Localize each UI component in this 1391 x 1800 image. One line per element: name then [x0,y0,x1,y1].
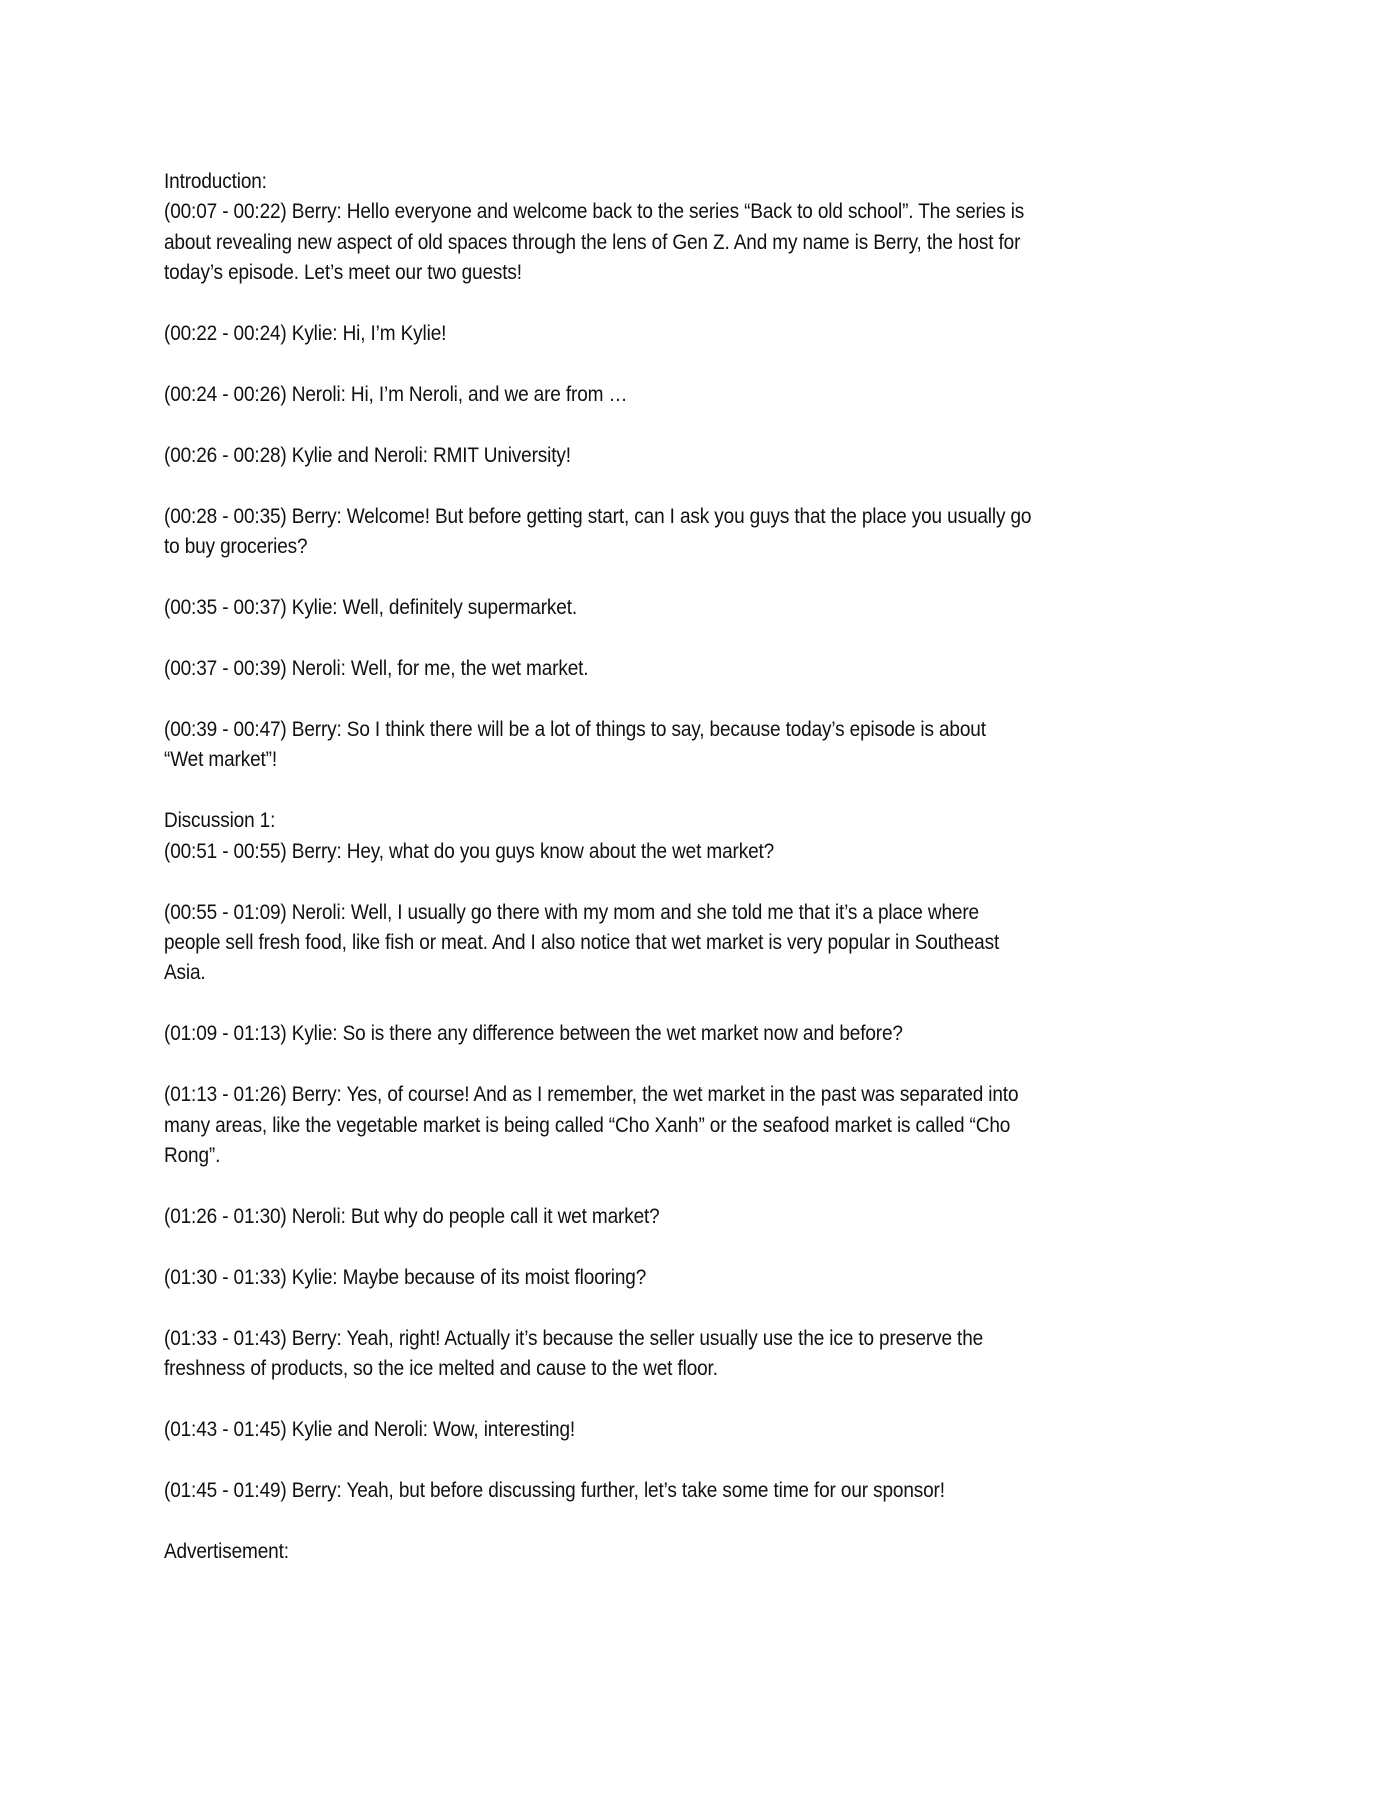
entry-line: (00:39 - 00:47) Berry: So I think there will be a lot of things to say, because today’s episode is about [164,717,986,741]
transcript-entry [164,1263,1224,1293]
paragraph-spacer [164,1050,1224,1080]
section-heading: Advertisement: [164,1539,289,1563]
entry-line: (00:22 - 00:24) Kylie: Hi, I’m Kylie! [164,322,447,346]
entry-line: (00:55 - 01:09) Neroli: Well, I usually go there with my mom and she told me that it’s a place where [164,900,979,924]
entry-line: (00:51 - 00:55) Berry: Hey, what do you guys know about the wet market? [164,839,775,863]
paragraph-spacer [164,1171,1224,1201]
paragraph-spacer [164,563,1224,593]
paragraph-spacer [164,867,1224,897]
section-discussion-1 [164,806,1224,1537]
transcript-entry [164,1202,1224,1232]
entry-line: (00:35 - 00:37) Kylie: Well, definitely supermarket. [164,596,578,620]
entry-line: (01:33 - 01:43) Berry: Yeah, right! Actually it’s because the seller usually use the ice to preserve the [164,1326,984,1350]
entry-line: people sell fresh food, like fish or meat. And I also notice that wet market is very popular in Southeast [164,930,1000,954]
transcript-entry [164,593,1224,623]
entry-line: (01:13 - 01:26) Berry: Yes, of course! And as I remember, the wet market in the past was separated into [164,1083,1019,1107]
transcript-entry [164,319,1224,349]
transcript-entry [164,1415,1224,1445]
paragraph-spacer [164,1445,1224,1475]
transcript-entry [164,1019,1224,1049]
entry-line: Asia. [164,961,206,985]
entry-line: (00:37 - 00:39) Neroli: Well, for me, the wet market. [164,657,589,680]
paragraph-spacer [164,776,1224,806]
entry-line: (01:26 - 01:30) Neroli: But why do people call it wet market? [164,1204,660,1228]
entry-line: today’s episode. Let’s meet our two guests! [164,261,522,285]
paragraph-spacer [164,624,1224,654]
entry-line: about revealing new aspect of old spaces through the lens of Gen Z. And my name is Berry, the host for [164,230,1021,254]
entry-line: (00:24 - 00:26) Neroli: Hi, I’m Neroli, and we are from … [164,383,628,407]
paragraph-spacer [164,1506,1224,1536]
paragraph-spacer [164,989,1224,1019]
transcript-entry [164,1476,1224,1506]
section-advertisement [164,1537,1224,1567]
transcript-entry [164,715,1224,776]
entry-line: (00:28 - 00:35) Berry: Welcome! But before getting start, can I ask you guys that the place you usually go [164,504,1032,528]
entry-line: (01:45 - 01:49) Berry: Yeah, but before discussing further, let’s take some time for our sponsor! [164,1478,945,1502]
transcript-entry [164,441,1224,471]
entry-line: (01:09 - 01:13) Kylie: So is there any difference between the wet market now and before? [164,1022,903,1046]
transcript-entry [164,837,1224,867]
entry-line: to buy groceries? [164,535,308,559]
entry-line: (00:07 - 00:22) Berry: Hello everyone and welcome back to the series “Back to old school”. The series is [164,200,1025,224]
transcript-entry [164,502,1224,563]
paragraph-spacer [164,289,1224,319]
transcript-entry [164,197,1224,288]
document-page [164,167,1224,1567]
entry-line: many areas, like the vegetable market is being called “Cho Xanh” or the seafood market is called “Cho [164,1113,1011,1137]
transcript-entry [164,1080,1224,1171]
entry-line: (00:26 - 00:28) Kylie and Neroli: RMIT University! [164,443,571,467]
section-heading: Introduction: [164,170,267,193]
paragraph-spacer [164,350,1224,380]
entry-line: (01:30 - 01:33) Kylie: Maybe because of its moist flooring? [164,1265,647,1289]
entry-line: freshness of products, so the ice melted and cause to the wet floor. [164,1357,718,1381]
paragraph-spacer [164,411,1224,441]
section-heading: Discussion 1: [164,809,276,833]
paragraph-spacer [164,471,1224,501]
entry-line: (01:43 - 01:45) Kylie and Neroli: Wow, interesting! [164,1417,576,1441]
transcript-entry [164,380,1224,410]
transcript-entry [164,654,1224,684]
paragraph-spacer [164,1385,1224,1415]
transcript-entry [164,898,1224,989]
paragraph-spacer [164,1293,1224,1323]
paragraph-spacer [164,1232,1224,1262]
transcript-entry [164,1324,1224,1385]
entry-line: “Wet market”! [164,748,277,772]
entry-line: Rong”. [164,1144,221,1167]
paragraph-spacer [164,684,1224,714]
section-introduction [164,167,1224,806]
